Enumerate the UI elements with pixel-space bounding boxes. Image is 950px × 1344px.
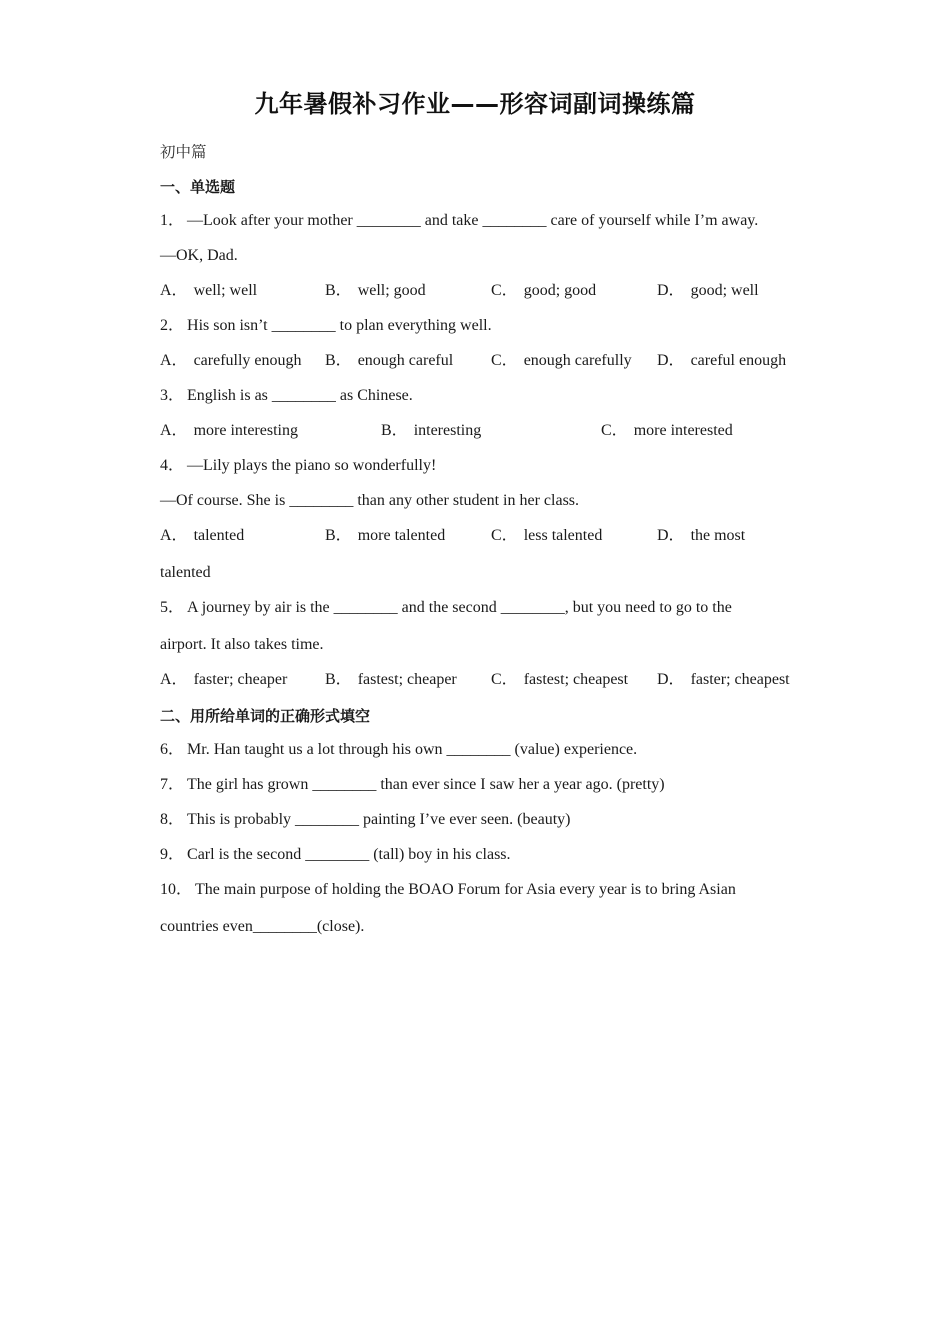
question-4-option-d-wrap: talented xyxy=(160,564,211,581)
question-2-option-b[interactable]: B． enough careful xyxy=(325,352,454,369)
question-5-stem-continued: airport. It also takes time. xyxy=(160,636,324,653)
question-8: 8． This is probably ________ painting I’ve ever seen. (beauty) xyxy=(160,811,571,828)
question-5-option-b[interactable]: B． fastest; cheaper xyxy=(325,671,457,688)
question-1-option-b[interactable]: B． well; good xyxy=(325,282,426,299)
question-1-option-d[interactable]: D． good; well xyxy=(657,282,759,299)
question-4-reply: —Of course. She is ________ than any other student in her class. xyxy=(160,492,580,509)
page-title: 九年暑假补习作业——形容词副词操练篇 xyxy=(254,90,696,118)
question-10: 10． The main purpose of holding the BOAO Forum for Asia every year is to bring Asian xyxy=(160,881,736,898)
question-4-option-c[interactable]: C． less talented xyxy=(491,527,603,544)
question-2-option-a[interactable]: A． carefully enough xyxy=(160,352,302,369)
question-5-stem: 5． A journey by air is the ________ and the second ________, but you need to go to the xyxy=(160,599,732,616)
question-3-stem: 3． English is as ________ as Chinese. xyxy=(160,387,413,404)
question-2-option-d[interactable]: D． careful enough xyxy=(657,352,787,369)
question-2-stem: 2． His son isn’t ________ to plan everything well. xyxy=(160,317,492,334)
section-heading-single-choice: 一、单选题 xyxy=(160,178,236,196)
question-4-stem: 4． —Lily plays the piano so wonderfully! xyxy=(160,457,437,474)
question-5-option-c[interactable]: C． fastest; cheapest xyxy=(491,671,629,688)
question-1-option-a[interactable]: A． well; well xyxy=(160,282,258,299)
question-7: 7． The girl has grown ________ than ever since I saw her a year ago. (pretty) xyxy=(160,776,665,793)
question-1-option-c[interactable]: C． good; good xyxy=(491,282,597,299)
question-2-option-c[interactable]: C． enough carefully xyxy=(491,352,632,369)
question-5-option-a[interactable]: A． faster; cheaper xyxy=(160,671,288,688)
question-10-continued: countries even________(close). xyxy=(160,918,365,935)
question-6: 6． Mr. Han taught us a lot through his own ________ (value) experience. xyxy=(160,741,638,758)
question-4-option-d[interactable]: D． the most xyxy=(657,527,746,544)
question-3-option-a[interactable]: A． more interesting xyxy=(160,422,298,439)
question-5-option-d[interactable]: D． faster; cheapest xyxy=(657,671,790,688)
question-1-reply: —OK, Dad. xyxy=(160,247,238,264)
question-3-option-b[interactable]: B． interesting xyxy=(381,422,482,439)
question-4-option-b[interactable]: B． more talented xyxy=(325,527,446,544)
question-9: 9． Carl is the second ________ (tall) boy in his class. xyxy=(160,846,511,863)
question-4-option-a[interactable]: A． talented xyxy=(160,527,245,544)
section-heading-fill-in: 二、用所给单词的正确形式填空 xyxy=(160,707,371,725)
question-3-option-c[interactable]: C． more interested xyxy=(601,422,733,439)
page-subtitle: 初中篇 xyxy=(160,143,207,161)
question-1-stem: 1． —Look after your mother ________ and take ________ care of yourself while I’m away. xyxy=(160,212,759,229)
